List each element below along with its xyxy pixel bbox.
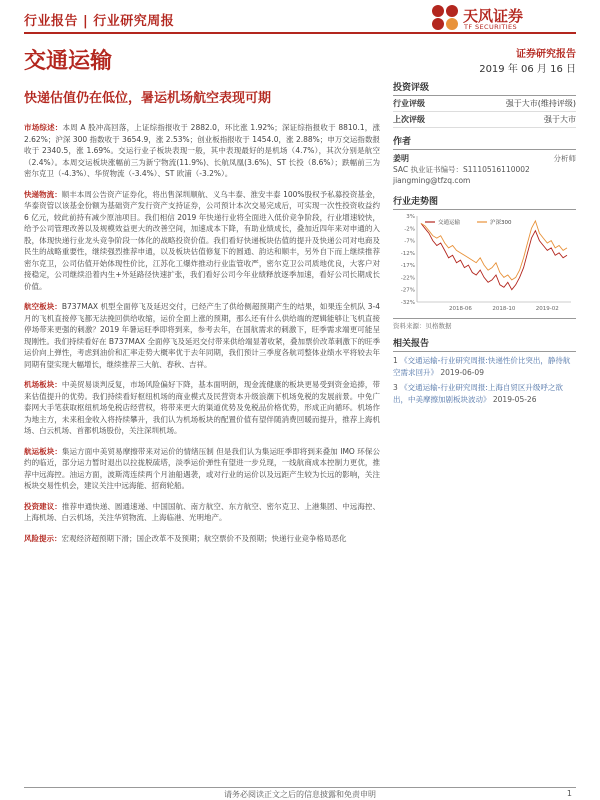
footer-disclaimer[interactable]: 请务必阅读正文之后的信息披露和免责申明	[224, 790, 376, 799]
chart-y-tick-label: -2%	[404, 226, 415, 233]
analyst-info	[393, 153, 576, 186]
chart-y-tick-label: -12%	[400, 250, 415, 257]
related-list	[393, 355, 576, 405]
related-heading: 相关报告	[393, 336, 576, 352]
report-meta	[479, 47, 576, 77]
chart-source: 资料来源：贝格数据	[393, 322, 452, 330]
related-block	[393, 336, 576, 405]
chart-legend-label: 沪深300	[490, 220, 512, 226]
rating-heading: 投资评级	[393, 80, 576, 96]
paragraph-shipping	[24, 446, 380, 492]
author-heading: 作者	[393, 134, 576, 150]
related-title[interactable]: 《交通运输-行业研究周报:快递性价比突出，静待航空需求回升》	[393, 356, 571, 377]
tf-logo-icon	[430, 3, 460, 31]
trend-heading: 行业走势图	[393, 194, 576, 210]
analyst-sac: SAC 执业证书编号：S1110516110002	[393, 165, 530, 174]
paragraph-label: 风险提示：	[24, 533, 62, 543]
paragraph-airport	[24, 379, 380, 437]
paragraph-text: 集运方面中美贸易摩擦带来对运价的情绪压制 但是我们认为集运旺季即将到来叠加 IMO 环保公约的临近，部分运力暂时退出以拉拢脱硫塔，淡季运价弹性有望进一步兑现，一线航商成本控制力更优，推荐中远海控。油运方面，波斯湾连续两个月油船遇袭，或对行业的运价以及远距产生较为长远的影响，关注板块交易性机会，建议关注中远海能、招商轮船。	[24, 446, 380, 490]
analyst-role: 分析师	[553, 154, 576, 163]
paragraph-text: B737MAX 机型全面停飞及延迟交付，已经产生了供给侧超预期产生的结果，如果连全机队 3-4 月的飞机直接停飞都无法挽回供给收缩，运价全面上涨的预期，那么还有什么供给端的逻辑能够让飞机直接停场带来更强的刺激？2019 年暑运旺季即将到来，参考去年，在国航需求的刺激下，旺季需求端更可能呈现刚性。我们持续看好在 B737MAX 全面停飞及延迟交付带来供给端显著收紧，叠加票价改革刺激下的旺季运价向上弹性，考虑到油价和汇率走势大概率优于去年同期，我们预计三季度各航司整体业绩水平将较去年同期有望实现大幅增长，继续推荐三大航、春秋、吉祥。	[24, 302, 381, 369]
rating-row-industry	[393, 96, 576, 112]
trend-chart-svg	[393, 210, 576, 314]
paragraph-label: 航运板块：	[24, 446, 62, 456]
chart-series-line	[421, 221, 567, 280]
rating-key: 行业评级	[393, 99, 425, 108]
chart-y-tick-label: -7%	[404, 238, 415, 245]
chart-x-tick-label: 2018-06	[448, 306, 472, 312]
related-no: 3	[393, 383, 398, 392]
chart-series-line	[421, 223, 567, 289]
report-date: 2019 年 06 月 16 日	[479, 64, 576, 75]
paragraph-risk	[24, 533, 380, 545]
chart-x-tick-label: 2018-10	[492, 306, 516, 312]
paragraph-label: 投资建议：	[24, 501, 62, 511]
related-date: 2019-06-09	[440, 367, 484, 377]
page-title: 交通运输	[24, 49, 113, 74]
paragraph-text: 顺丰本周公告资产证券化，将出售深圳顺航、义乌丰泰、淮安丰泰 100%股权予私募投资基金，华泰资管以该基金份额为基础资产发行资产支持证券，公司预计本次交易完成后，可实现一次性投资收益约 6 亿元，较此前持有减少原油项目。我们相信 2019 年快递行业将全面进入低价竞争阶段，行业增速较快，给予公司管理改善以及规模效益更大的改善空间，加速成本下降，有助业绩成长，叠加近四年来对申通的入股，体现快递行业龙头竞争阶段一体化的战略投资价值。我们看好快递板块估值的提升及快递公司对电商及民生的战略重要性，继续强烈推荐申通，以及板块估值修复下的圆通、韵达和顺丰，另外自下而上继续推荐密尔克卫，公司估值开始体现性价比，江苏化工爆炸推动行业监管收严，密尔克卫公司质地优良，大客户对接稳定，公司继续沿着内生+外延路径快速扩张，我们看好公司今年业绩释放逐季加速，看好公司长期成长价值。	[24, 189, 381, 291]
footer-divider	[24, 787, 576, 788]
paragraph-label: 快递物流：	[24, 189, 62, 199]
related-item[interactable]	[393, 355, 576, 378]
rating-block	[393, 80, 576, 128]
chart-y-tick-label: -32%	[400, 300, 415, 306]
paragraph-label: 市场综述：	[24, 123, 63, 132]
paragraph-label: 机场板块：	[24, 380, 62, 389]
chart-x-tick-label: 2019-02	[535, 306, 559, 312]
trend-chart	[393, 210, 576, 319]
rating-key: 上次评级	[393, 115, 425, 124]
related-no: 1	[393, 356, 398, 365]
paragraph-express	[24, 189, 380, 293]
logo-en-text: TF SECURITIES	[464, 23, 518, 31]
analyst-email[interactable]: jiangming@tfzq.com	[393, 176, 471, 185]
chart-y-tick-label: -17%	[400, 263, 415, 270]
paragraph-investment	[24, 501, 380, 524]
brand-logo	[430, 3, 580, 31]
chart-y-tick-label: -22%	[400, 275, 415, 282]
paragraph-airline	[24, 301, 380, 370]
related-item[interactable]	[393, 382, 576, 405]
main-body	[24, 122, 380, 553]
paragraph-text: 宏观经济超预期下滑；国企改革不及预期；航空票价不及预期；快递行业竞争格局恶化	[61, 533, 347, 543]
report-subtitle: 快递估值仍在低位，暑运机场航空表现可期	[24, 91, 272, 106]
author-block	[393, 134, 576, 186]
paragraph-text: 推荐申通快递、圆通速递、中国国航、南方航空、东方航空、密尔克卫、上港集团、中远海控、上海机场、白云机场，关注华贸物流、上海临港、光明地产。	[24, 501, 381, 522]
page-number: 1	[566, 789, 572, 798]
paragraph-market	[24, 122, 380, 180]
analyst-row	[393, 153, 576, 164]
report-type-label: 证券研究报告	[516, 49, 576, 60]
trend-block	[393, 194, 576, 330]
rating-value: 强于大市	[544, 115, 576, 124]
rating-row-previous	[393, 112, 576, 128]
analyst-name: 姜明	[393, 154, 409, 163]
header-divider	[24, 32, 576, 34]
chart-legend-label: 交通运输	[438, 220, 461, 226]
rating-value: 强于大市(维持评级)	[505, 99, 576, 108]
related-title[interactable]: 《交通运输-行业研究周报:上海自贸区升级呼之欲出，中美摩擦加剧板块波动》	[393, 383, 563, 404]
related-date: 2019-05-26	[492, 394, 537, 404]
chart-y-tick-label: 3%	[406, 214, 415, 220]
paragraph-text: 中美贸易谈判反复，市场风险偏好下降，基本面明朗，现金流健康的板块更易受到资金追捧，带来估值提升的优势。我们持续看好枢纽机场的商业模式及民营资本升级浪潮下机场免税的发展前景。中免广泰网大手笔获取枢纽机场免税店经营权，将带来更大的渠道优势及免税品价格优势，形成正向循环。机场作为地主方，未来租金收入将持续攀升，我们认为机场板块的配置价值有望伴随消费回暖而提升，推荐上海机场、白云机场、首都机场股份，关注深圳机场。	[24, 380, 381, 435]
paragraph-text: 本周 A 股冲高回落，上证综指报收于 2882.0，环比涨 1.92%；深证综指报收于 8810.1，涨 2.62%；沪深 300 指数收于 3654.9，涨 2.53%；创业板指报收于 1454.0，涨 2.88%；申万交运指数报收于 2340.5，涨 1.69%。交运行业子板块表现一般，其中表现最好的是机场（4.7%），其次分别是航空（2.4%）。本周交运板块涨幅前三为新宁物流(11.9%)、长航凤凰(3.6%)、ST 长投（8.6%）；跌幅前三为密尔克卫（-4.3%）、华贸物流（-3.4%）、ST 欧浦（-3.2%）。	[24, 123, 380, 178]
logo-cn-text: 天风证券	[463, 7, 524, 25]
paragraph-label: 航空板块：	[24, 302, 62, 311]
chart-y-tick-label: -27%	[400, 287, 415, 294]
header-report-type: 行业报告 | 行业研究周报	[24, 14, 175, 29]
